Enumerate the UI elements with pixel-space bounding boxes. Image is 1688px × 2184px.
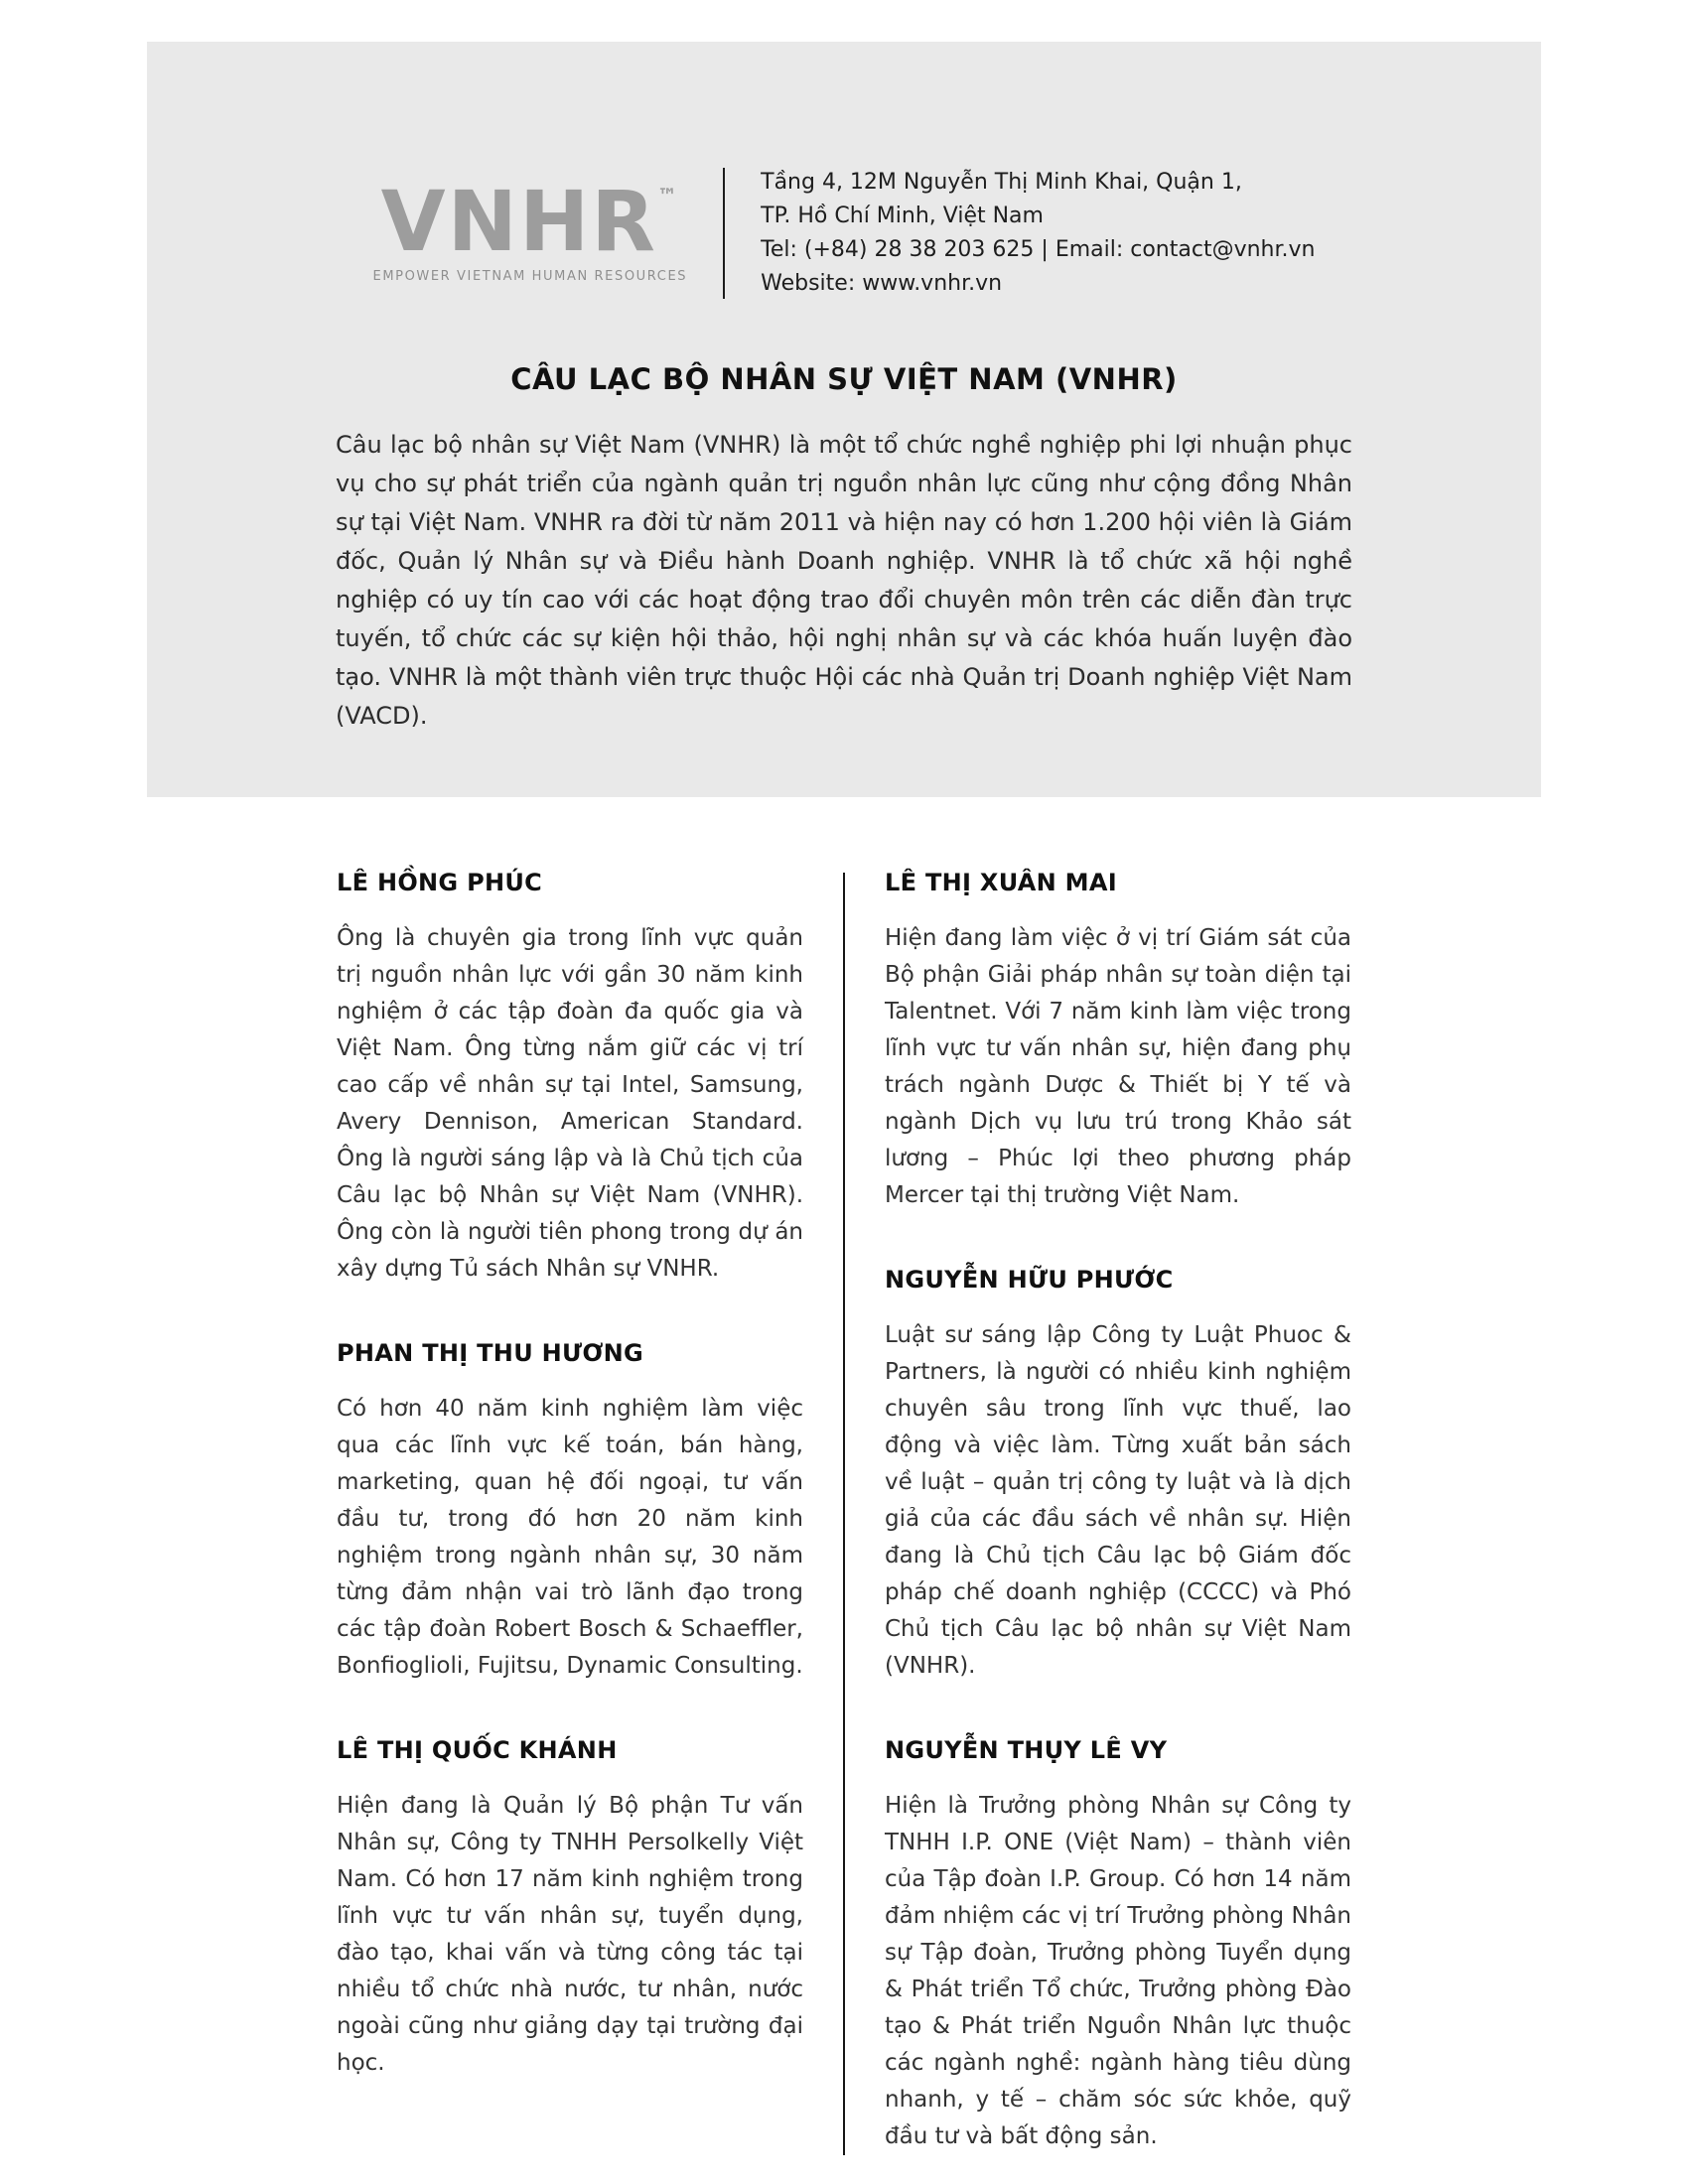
bios-right-column: [885, 869, 1351, 2155]
bio-text: Có hơn 40 năm kinh nghiệm làm việc qua các lĩnh vực kế toán, bán hàng, marketing, quan hệ đối ngoại, tư vấn đầu tư, trong đó hơn 20 năm kinh nghiệm trong ngành nhân sự, 30 năm từng đảm nhận vai trò lãnh đạo trong các tập đoàn Robert Bosch & Schaeffler, Bonfioglioli, Fujitsu, Dynamic Consulting.: [337, 1396, 803, 1679]
bio-name-heading: NGUYỄN HỮU PHƯỚC: [885, 1266, 1174, 1294]
bio-section-phan-thi-thu-huong: [337, 1339, 803, 1685]
vnhr-logo: [372, 172, 688, 285]
header-logo-row: [336, 166, 1352, 301]
bio-name-heading: NGUYỄN THỤY LÊ VY: [885, 1736, 1168, 1764]
vnhr-logo-letters: VNHR: [380, 172, 657, 270]
contact-info: [761, 166, 1315, 301]
trademark-symbol: ™: [656, 183, 679, 207]
address-line-2: TP. Hồ Chí Minh, Việt Nam: [761, 204, 1044, 228]
bio-section-nguyen-huu-phuoc: [885, 1266, 1351, 1685]
bio-section-nguyen-thuy-le-vy: [885, 1736, 1351, 2155]
vnhr-logo-text: [373, 172, 688, 270]
bio-name-heading: PHAN THỊ THU HƯƠNG: [337, 1339, 644, 1367]
bio-name-heading: LÊ THỊ XUÂN MAI: [885, 869, 1117, 896]
vnhr-logo-tagline: EMPOWER VIETNAM HUMAN RESOURCES: [372, 269, 688, 285]
address-line-1: Tầng 4, 12M Nguyễn Thị Minh Khai, Quận 1,: [761, 170, 1242, 195]
bio-section-le-thi-xuan-mai: [885, 869, 1351, 1214]
about-title: CÂU LẠC BỘ NHÂN SỰ VIỆT NAM (VNHR): [510, 362, 1178, 396]
column-divider: [843, 873, 845, 2155]
bio-text: Hiện đang làm việc ở vị trí Giám sát của Bộ phận Giải pháp nhân sự toàn diện tại Talentnet. Với 7 năm kinh làm việc trong lĩnh vực tư vấn nhân sự, hiện đang phụ trách ngành Dược & Thiết bị Y tế và ngành Dịch vụ lưu trú trong Khảo sát lương – Phúc lợi theo phương pháp Mercer tại thị trường Việt Nam.: [885, 925, 1351, 1208]
header-band: [147, 42, 1541, 797]
bios-left-column: [337, 869, 803, 2155]
about-paragraph: Câu lạc bộ nhân sự Việt Nam (VNHR) là một tổ chức nghề nghiệp phi lợi nhuận phục vụ cho sự phát triển của ngành quản trị nguồn nhân lực cũng như cộng đồng Nhân sự tại Việt Nam. VNHR ra đời từ năm 2011 và hiện nay có hơn 1.200 hội viên là Giám đốc, Quản lý Nhân sự và Điều hành Doanh nghiệp. VNHR là tổ chức xã hội nghề nghiệp có uy tín cao với các hoạt động trao đổi chuyên môn trên các diễn đàn trực tuyến, tổ chức các sự kiện hội thảo, hội nghị nhân sự và các khóa huấn luyện đào tạo. VNHR là một thành viên trực thuộc Hội các nhà Quản trị Doanh nghiệp Việt Nam (VACD).: [336, 431, 1352, 730]
bio-text: Hiện đang là Quản lý Bộ phận Tư vấn Nhân sự, Công ty TNHH Persolkelly Việt Nam. Có hơn 17 năm kinh nghiệm trong lĩnh vực tư vấn nhân sự, tuyển dụng, đào tạo, khai vấn và từng công tác tại nhiều tổ chức nhà nước, tư nhân, nước ngoài cũng như giảng dạy tại trường đại học.: [337, 1793, 803, 2076]
bio-text: Luật sư sáng lập Công ty Luật Phuoc & Partners, là người có nhiều kinh nghiệm chuyên sâu trong lĩnh vực thuế, lao động và việc làm. Từng xuất bản sách về luật – quản trị công ty luật và là dịch giả của các đầu sách về nhân sự. Hiện đang là Chủ tịch Câu lạc bộ Giám đốc pháp chế doanh nghiệp (CCCC) và Phó Chủ tịch Câu lạc bộ nhân sự Việt Nam (VNHR).: [885, 1322, 1351, 1679]
bio-name-heading: LÊ HỒNG PHÚC: [337, 869, 543, 896]
bio-name-heading: LÊ THỊ QUỐC KHÁNH: [337, 1736, 618, 1764]
bio-text: Hiện là Trưởng phòng Nhân sự Công ty TNHH I.P. ONE (Việt Nam) – thành viên của Tập đoàn I.P. Group. Có hơn 14 năm đảm nhiệm các vị trí Trưởng phòng Nhân sự Tập đoàn, Trưởng phòng Tuyển dụng & Phát triển Tổ chức, Trưởng phòng Đào tạo & Phát triển Nguồn Nhân lực thuộc các ngành nghề: ngành hàng tiêu dùng nhanh, y tế – chăm sóc sức khỏe, quỹ đầu tư và bất động sản.: [885, 1793, 1351, 2149]
bio-section-le-thi-quoc-khanh: [337, 1736, 803, 2082]
website-line: Website: www.vnhr.vn: [761, 271, 1003, 296]
tel-email-line: Tel: (+84) 28 38 203 625 | Email: contact@vnhr.vn: [761, 237, 1316, 262]
bio-section-le-hong-phuc: [337, 869, 803, 1288]
bio-text: Ông là chuyên gia trong lĩnh vực quản trị nguồn nhân lực với gần 30 năm kinh nghiệm ở các tập đoàn đa quốc gia và Việt Nam. Ông từng nắm giữ các vị trí cao cấp về nhân sự tại Intel, Samsung, Avery Dennison, American Standard. Ông là người sáng lập và là Chủ tịch của Câu lạc bộ Nhân sự Việt Nam (VNHR). Ông còn là người tiên phong trong dự án xây dựng Tủ sách Nhân sự VNHR.: [337, 925, 803, 1282]
logo-address-divider: [723, 168, 725, 299]
bios-section: [337, 869, 1351, 2155]
